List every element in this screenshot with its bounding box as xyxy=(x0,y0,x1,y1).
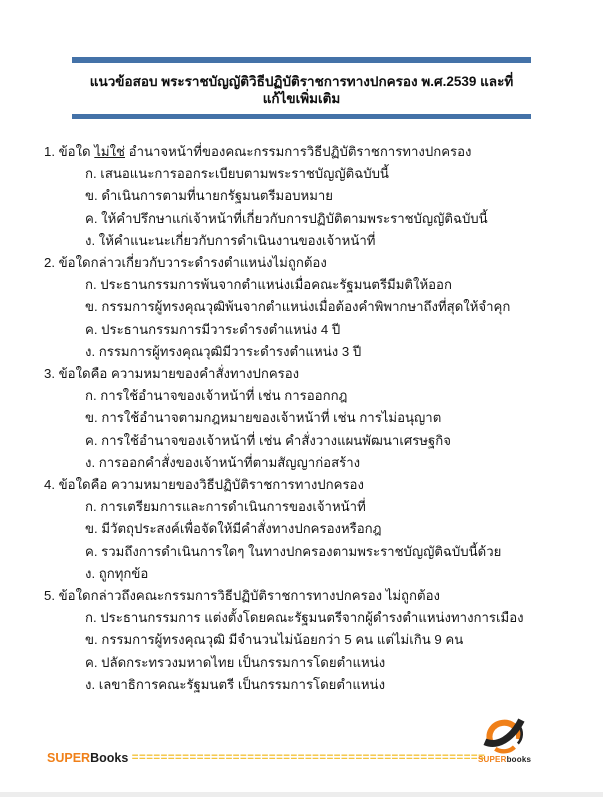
choice-text: ค. ประธานกรรมการมีวาระดำรงตำแหน่ง 4 ปี xyxy=(85,321,341,337)
choice-text: ข. มีวัตถุประสงค์เพื่อจัดให้มีคำสั่งทางปกครองหรือกฎ xyxy=(85,521,382,537)
choice-text: ง. ถูกทุกข้อ xyxy=(85,565,149,581)
superbooks-logo-icon xyxy=(483,714,525,754)
logo-wordmark-books: books xyxy=(506,755,532,764)
footer-brand-line xyxy=(47,751,485,765)
footer-separator: ================================================= xyxy=(131,752,486,764)
choice-text: ข. ดำเนินการตามที่นายกรัฐมนตรีมอบหมาย xyxy=(85,188,334,204)
title-box-bottom-rule xyxy=(72,114,531,119)
question-segment: ข้อใดคือ ความหมายของวิธีปฏิบัติราชการทางปกครอง xyxy=(58,477,364,493)
footer-brand-books: Books xyxy=(90,751,129,765)
choice-text: ค. การใช้อำนาจของเจ้าหน้าที่ เช่น คำสั่งวางแผนพัฒนาเศรษฐกิจ xyxy=(85,432,451,448)
question-text xyxy=(44,141,564,163)
choice-text: ค. รวมถึงการดำเนินการใดๆ ในทางปกครองตามพระราชบัญญัติฉบับนี้ด้วย xyxy=(85,543,502,559)
question-block xyxy=(44,363,564,474)
choice-text: ก. ประธานกรรมการ แต่งตั้งโดยคณะรัฐมนตรีจากผู้ดำรงตำแหน่งทางการเมือง xyxy=(85,610,524,626)
question-text xyxy=(44,363,564,385)
footer-brand-super: SUPER xyxy=(47,751,91,765)
question-segment: ข้อใดคือ ความหมายของคำสั่งทางปกครอง xyxy=(58,366,300,382)
question-number: 4. xyxy=(44,477,59,493)
choice-text: ข. กรรมการผู้ทรงคุณวุฒิพ้นจากตำแหน่งเมื่อต้องคำพิพากษาถึงที่สุดให้จำคุก xyxy=(85,299,511,315)
question-text xyxy=(44,474,564,496)
choice-text: ง. การออกคำสั่งของเจ้าหน้าที่ตามสัญญาก่อสร้าง xyxy=(85,454,361,470)
choice-text: ง. กรรมการผู้ทรงคุณวุฒิมีวาระดำรงตำแหน่ง 3 ปี xyxy=(85,343,362,359)
choice-text: ก. การเตรียมการและการดำเนินการของเจ้าหน้าที่ xyxy=(85,499,366,515)
question-text xyxy=(44,585,564,607)
question-segment: ข้อใดกล่าวถึงคณะกรรมการวิธีปฏิบัติราชการทางปกครอง ไม่ถูกต้อง xyxy=(58,588,440,604)
page-title: แนวข้อสอบ พระราชบัญญัติวิธีปฏิบัติราชการทางปกครอง พ.ศ.2539 และที่แก้ไขเพิ่มเติม xyxy=(89,74,514,106)
question-block xyxy=(44,474,564,585)
choice-text: ข. การใช้อำนาจตามกฎหมายของเจ้าหน้าที่ เช่น การไม่อนุญาต xyxy=(85,410,442,426)
title-box xyxy=(72,57,531,119)
choice-text: ค. ให้คำปรึกษาแก่เจ้าหน้าที่เกี่ยวกับการปฏิบัติตามพระราชบัญญัติฉบับนี้ xyxy=(85,210,488,226)
question-number: 1. xyxy=(44,144,59,159)
logo-wordmark-super: SUPER xyxy=(478,755,507,764)
question-keyword-underlined: ไม่ใช่ xyxy=(94,144,125,159)
question-segment: ข้อใด xyxy=(58,144,95,159)
question-number: 3. xyxy=(44,366,59,382)
choice-text: ง. เลขาธิการคณะรัฐมนตรี เป็นกรรมการโดยตำแหน่ง xyxy=(85,676,386,692)
question-segment: อำนาจหน้าที่ของคณะกรรมการวิธีปฏิบัติราชการทางปกครอง xyxy=(125,144,472,159)
superbooks-logo-wordmark xyxy=(478,755,530,764)
choice-text: ก. ประธานกรรมการพ้นจากตำแหน่งเมื่อคณะรัฐมนตรีมีมติให้ออก xyxy=(85,277,452,293)
choice-text: ง. ให้คำแนะนะเกี่ยวกับการดำเนินงานของเจ้าหน้าที่ xyxy=(85,232,376,248)
question-block xyxy=(44,585,564,696)
choice-text: ข. กรรมการผู้ทรงคุณวุฒิ มีจำนวนไม่น้อยกว่า 5 คน แต่ไม่เกิน 9 คน xyxy=(85,632,464,648)
question-list xyxy=(44,141,564,696)
question-block xyxy=(44,252,564,363)
question-segment: ข้อใดกล่าวเกี่ยวกับวาระดำรงตำแหน่งไม่ถูกต้อง xyxy=(58,255,327,271)
page-bottom-edge xyxy=(0,792,603,797)
choice-text: ก. เสนอแนะการออกระเบียบตามพระราชบัญญัติฉบับนี้ xyxy=(85,166,389,182)
choice-text: ก. การใช้อำนาจของเจ้าหน้าที่ เช่น การออกกฎ xyxy=(85,388,348,404)
question-text xyxy=(44,252,564,274)
question-number: 5. xyxy=(44,588,59,604)
superbooks-logo xyxy=(478,714,530,764)
question-block xyxy=(44,141,564,252)
choice-text: ค. ปลัดกระทรวงมหาดไทย เป็นกรรมการโดยตำแหน่ง xyxy=(85,654,386,670)
question-number: 2. xyxy=(44,255,59,271)
